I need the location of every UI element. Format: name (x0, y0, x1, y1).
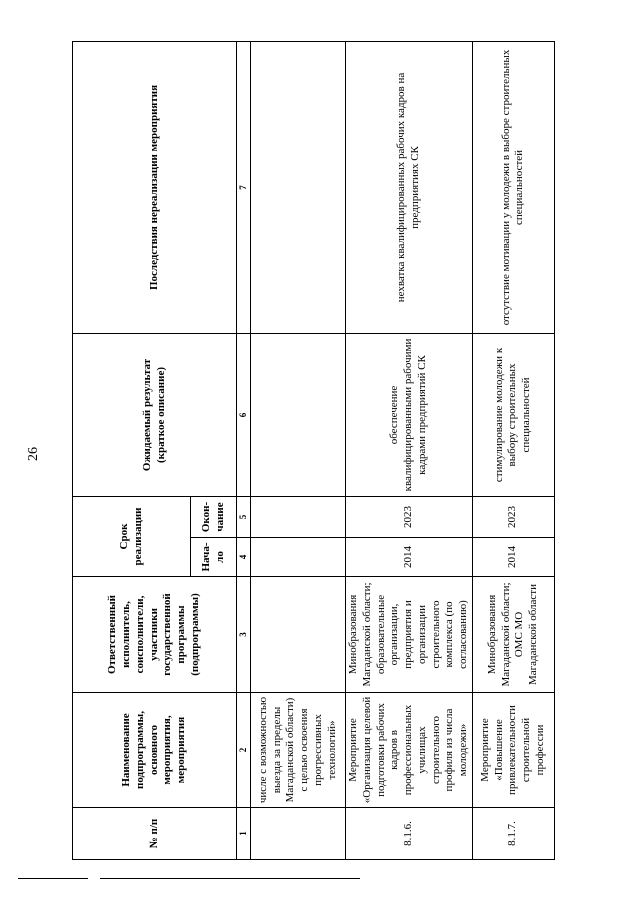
row-consequences: нехватка квалифицированных рабочих кадров на предприятиях СК (346, 41, 473, 333)
row-executor: Минобразования Магаданской области; ОМС МО Магаданской области (472, 577, 554, 693)
row-result: обеспечение квалифицированными рабочими кадрами предприятий СК (346, 333, 473, 496)
column-number: 3 (237, 577, 251, 693)
column-number-row (237, 41, 251, 859)
row-num (251, 808, 346, 860)
row-name: числе с возможностью выезда за пределы Магаданской области) с целью освоения прогрессивных технологий» (251, 693, 346, 808)
row-executor (251, 577, 346, 693)
row-start: 2014 (472, 538, 554, 577)
row-end: 2023 (346, 496, 473, 537)
header-term: Срок реализации (73, 496, 191, 576)
header-consequences: Последствия нереализации мероприятия (73, 41, 237, 333)
row-num: 8.1.7. (472, 808, 554, 860)
row-end: 2023 (472, 496, 554, 537)
row-result: стимулирование молодежи к выбору строительных специальностей (472, 333, 554, 496)
rotated-table-wrapper (72, 42, 546, 860)
header-row (73, 41, 191, 859)
row-start (251, 538, 346, 577)
column-number: 4 (237, 538, 251, 577)
header-end: Окон-чание (191, 496, 237, 537)
column-number: 6 (237, 333, 251, 496)
table-row (251, 41, 346, 859)
header-result: Ожидаемый результат (краткое описание) (73, 333, 237, 496)
header-num: № п/п (73, 808, 237, 860)
header-start: Нача-ло (191, 538, 237, 577)
row-num: 8.1.6. (346, 808, 473, 860)
row-result (251, 333, 346, 496)
table-row (346, 41, 473, 859)
header-name: Наименование подпрограммы, основного мероприятия, мероприятия (73, 693, 237, 808)
column-number: 2 (237, 693, 251, 808)
column-number: 5 (237, 496, 251, 537)
row-name: Мероприятие «Повышение привлекательности строительной профессии (472, 693, 554, 808)
column-number: 7 (237, 41, 251, 333)
row-consequences (251, 41, 346, 333)
activities-table (72, 41, 555, 860)
column-number: 1 (237, 808, 251, 860)
row-end (251, 496, 346, 537)
page-number: 26 (26, 447, 41, 461)
row-executor: Минобразования Магаданской области; образовательные организации, предприятия и организации строительного комплекса (по согласованию) (346, 577, 473, 693)
row-name: Мероприятие «Организация целевой подготовки рабочих кадров в профессиональных училищах строительного профиля из числа молодежи» (346, 693, 473, 808)
footer-rule (18, 878, 88, 879)
footer-rule (100, 878, 360, 879)
header-executor: Ответственный исполнитель, соисполнители, участники государственной программы (подпрограммы) (73, 577, 237, 693)
table-row (472, 41, 554, 859)
row-consequences: отсутствие мотивации у молодежи в выборе строительных специальностей (472, 41, 554, 333)
row-start: 2014 (346, 538, 473, 577)
